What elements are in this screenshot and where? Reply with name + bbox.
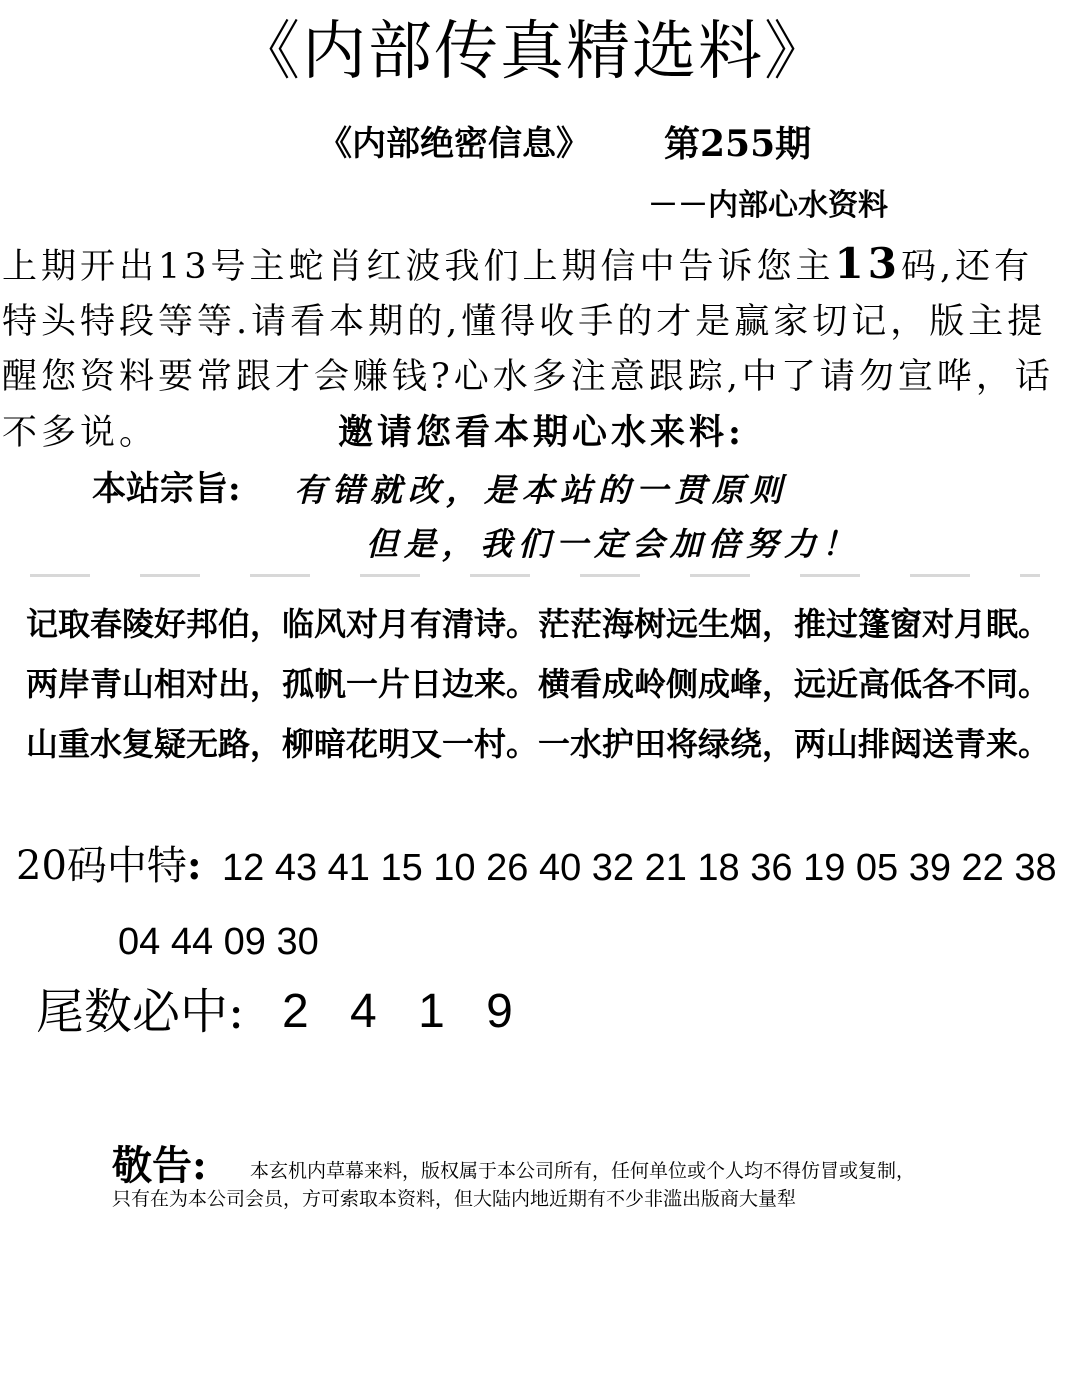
tail-values: 2 4 1 9: [282, 985, 513, 1038]
notice-line-1: 本玄机内草幕来料，版权属于本公司所有，任何单位或个人均不得仿冒或复制，: [250, 1160, 916, 1182]
notice-line-2: 只有在为本公司会员，方可索取本资料，但大陆内地近期有不少非滥出版商大量犁: [112, 1188, 797, 1210]
motto-line-2: 但是，我们一定会加倍努力！: [366, 525, 861, 563]
poem-line-1: 记取春陵好邦伯，临风对月有清诗。茫茫海树远生烟，推过篷窗对月眠。: [26, 605, 1051, 643]
issue-number: 第255期: [664, 123, 812, 165]
poem-line-3: 山重水复疑无路，柳暗花明又一村。一水护田将绿绕，两山排闼送青来。: [26, 725, 1051, 763]
page-title: 《内部传真精选料》: [236, 15, 830, 89]
intro-text-a: 上期开出13号主蛇肖红波我们上期信中告诉您主: [2, 247, 835, 287]
motto-line-1: 有错就改，是本站的一贯原则: [294, 471, 789, 509]
tail-label: 尾数必中:: [36, 984, 245, 1040]
intro-highlight-number: 13: [834, 239, 901, 288]
subtitle: 《内部绝密信息》: [318, 124, 590, 164]
notice-label: 敬告:: [112, 1142, 207, 1189]
intro-text-b: 码,还有特头特段等等.请看本期的,懂得收手的才是赢家切记，版主提醒您资料要常跟才会赚钱?心水多注意跟踪,中了请勿宣哗，话不多说。: [2, 247, 1054, 453]
codes-colon: :: [186, 842, 202, 889]
codes-row-1: 12 43 41 15 10 26 40 32 21 18 36 19 05 39 22 38: [222, 847, 1057, 889]
codes-label-text: 20码中特: [16, 843, 187, 889]
invite-line: 邀请您看本期心水来料:: [338, 412, 745, 453]
poem-line-2: 两岸青山相对出，孤帆一片日边来。横看成岭侧成峰，远近高低各不同。: [26, 665, 1051, 703]
motto-label: 本站宗旨:: [92, 469, 241, 509]
codes-label: [16, 838, 202, 894]
codes-row-2: 04 44 09 30: [118, 921, 319, 963]
intro-paragraph: [2, 236, 1064, 461]
faint-divider: [30, 574, 1040, 577]
source-label: －－内部心水资料: [648, 188, 888, 223]
